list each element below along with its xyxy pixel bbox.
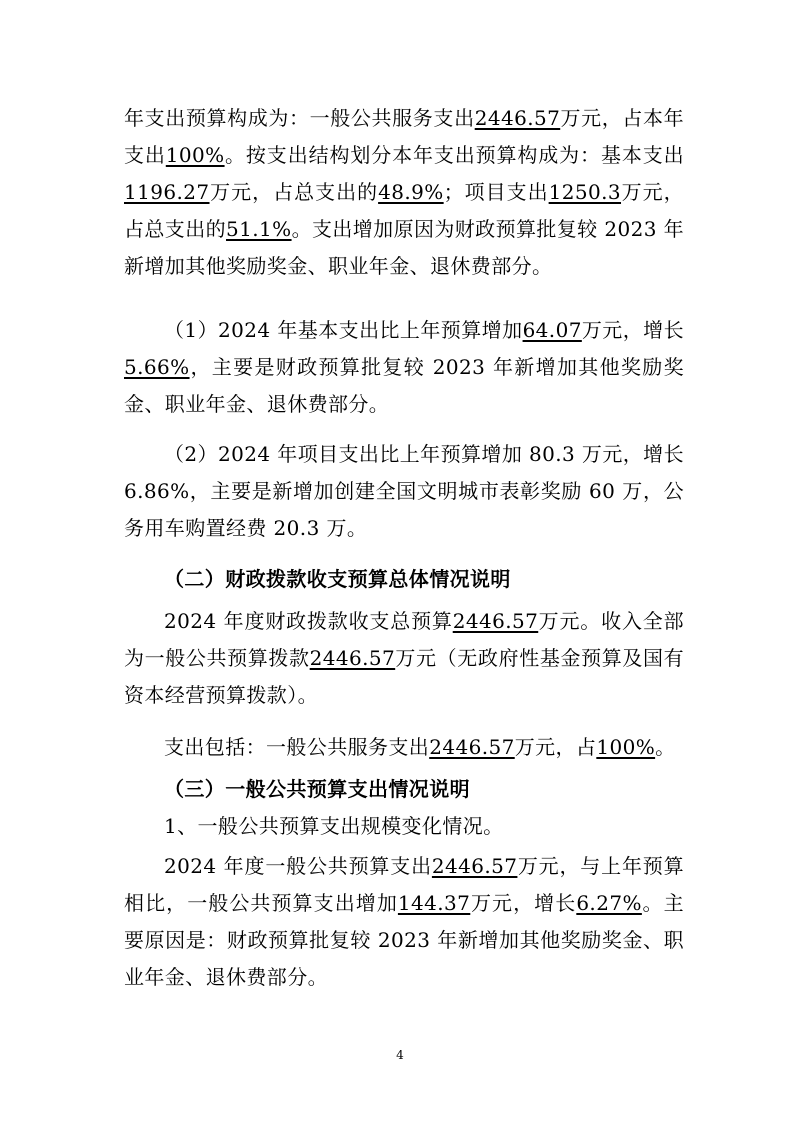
text-run: 。按支出结构划分本年支出预算构成为：基本支出 [224,143,684,167]
underlined-value: 100% [596,735,656,759]
text-run: 2024 年度财政拨款收支总预算 [164,609,453,633]
underlined-value: 144.37 [397,891,471,915]
underlined-value: 5.66% [124,355,190,379]
heading-general-public-budget: （三）一般公共预算支出情况说明 [164,777,470,801]
text-run: 万元，增长 [470,891,577,915]
text-run: 万元，占本年支出 [124,106,684,167]
heading-fiscal-appropriation: （二）财政拨款收支预算总体情况说明 [164,567,511,591]
page-number: 4 [396,1048,404,1062]
text-run: （2）2024 年项目支出比上年预算增加 80.3 万元，增长 6.86%，主要是新增加创建全国文明城市表彰奖励 60 万，公务用车购置经费 20.3 万。 [124,442,684,540]
text-run: 支出包括：一般公共服务支出 [164,735,430,759]
text-run: 。支出增加原因为财政预算批复较 2023 年新增加其他奖励奖金、职业年金、退休费部分。 [124,217,684,278]
text-run: 年支出预算构成为：一般公共服务支出 [124,106,475,130]
text-run: 万元，占 [514,735,597,759]
text-run: （1）2024 年基本支出比上年预算增加 [164,318,523,342]
paragraph-project-expenditure [124,436,684,547]
underlined-value: 2446.57 [431,854,518,878]
text-run: 万元。收入全部为一般公共预算拨款 [124,609,684,670]
paragraph-basic-expenditure [124,312,684,423]
underlined-value: 1196.27 [124,180,210,204]
paragraph-expenditure-structure [124,100,684,285]
text-run: 2024 年度一般公共预算支出 [164,854,432,878]
underlined-value: 2446.57 [452,609,539,633]
underlined-value: 6.27% [576,891,642,915]
underlined-value: 51.1% [226,217,292,241]
underlined-value: 48.9% [378,180,444,204]
underlined-value: 1250.3 [548,180,622,204]
text-run: ，主要是财政预算批复较 2023 年新增加其他奖励奖金、职业年金、退休费部分。 [124,355,684,416]
text-run: 万元，占总支出的 [124,180,685,241]
paragraph-expenditure-includes [124,729,684,766]
underlined-value: 2446.57 [429,735,515,759]
text-run: 万元，占总支出的 [209,180,379,204]
underlined-value: 2446.57 [474,106,561,130]
paragraph-fiscal-budget-total [124,603,684,714]
underlined-value: 100% [165,143,225,167]
underlined-value: 2446.57 [309,646,396,670]
paragraph-scale-change-title [124,808,684,845]
text-run: 万元，增长 [581,318,685,342]
text-run: 万元（无政府性基金预算及国有资本经营预算拨款）。 [124,646,684,707]
text-run: 万元，与上年预算相比，一般公共预算支出增加 [124,854,684,915]
text-run: ；项目支出 [443,180,549,204]
text-run: 。主要原因是：财政预算批复较 2023 年新增加其他奖励奖金、职业年金、退休费部分。 [124,891,684,989]
underlined-value: 64.07 [522,318,582,342]
paragraph-general-budget-change [124,848,684,996]
text-run: 。 [655,735,676,759]
text-run: 1、一般公共预算支出规模变化情况。 [164,814,504,838]
